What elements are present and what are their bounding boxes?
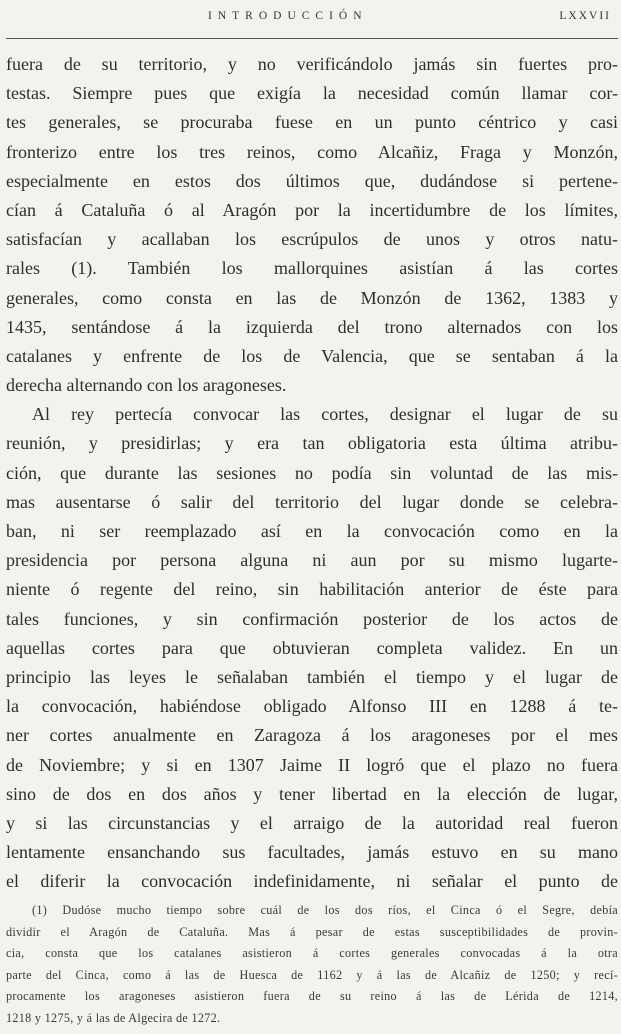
text-line: lentamente ensanchando sus facultades, jamás estuvo en su mano: [6, 842, 618, 863]
text-line: generales, como consta en las de Monzón de 1362, 1383 y: [6, 287, 618, 308]
text-line: ción, que durante las sesiones no podía sin voluntad de las mis-: [6, 462, 618, 483]
text-line: cían á Cataluña ó al Aragón por la incertidumbre de los límites,: [6, 199, 618, 220]
footnote-line: (1) Dudóse mucho tiempo sobre cuál de los dos ríos, el Cinca ó el Segre, debía: [32, 903, 618, 917]
text-line: la convocación, habiéndose obligado Alfonso III en 1288 á te-: [6, 696, 618, 717]
text-line: fuera de su territorio, y no verificándolo jamás sin fuertes pro-: [6, 54, 618, 74]
text-line: niente ó regente del reino, sin habilitación anterior de éste para: [6, 579, 618, 600]
text-line: tes generales, se procuraba fuese en un punto céntrico y casi: [6, 112, 618, 133]
footnote-line: procamente los aragoneses asistieron fuera de su reino á las de Lérida de 1214,: [6, 989, 618, 1003]
text-line: 1435, sentándose á la izquierda del trono alternados con los: [6, 316, 618, 337]
footnote-line: dividir el Aragón de Cataluña. Mas á pesar de estas susceptibilidades de provin-: [6, 924, 618, 939]
paragraph-end-line: derecha alternando con los aragoneses.: [6, 375, 287, 396]
text-line: catalanes y enfrente de los de Valencia, que se sentaban á la: [6, 345, 618, 366]
text-line: satisfacían y acallaban los escrúpulos de unos y otros natu-: [6, 229, 618, 250]
footnote-line: parte del Cinca, como á las de Huesca de 1162 y á las de Alcañiz de 1250; y recí-: [6, 967, 618, 982]
footnote-line: 1218 y 1275, y á las de Algecira de 1272.: [6, 1010, 221, 1025]
main-text: [6, 50, 618, 896]
text-line: aquellas cortes para que obtuvieran completa validez. En un: [6, 637, 618, 658]
text-line: tales funciones, y sin confirmación posterior de los actos de: [6, 608, 618, 629]
paragraph-start-line: Al rey pertecía convocar las cortes, designar el lugar de su: [32, 404, 618, 425]
text-line: reunión, y presidirlas; y era tan obligatoria esta última atribu-: [6, 433, 618, 454]
text-line: de Noviembre; y si en 1307 Jaime II logró que el plazo no fuera: [6, 754, 618, 775]
text-line: rales (1). También los mallorquines asistían á las cortes: [6, 258, 618, 279]
text-line: sino de dos en dos años y tener libertad en la elección de lugar,: [6, 783, 618, 804]
text-line: el diferir la convocación indefinidamente, ni señalar el punto de: [6, 871, 618, 892]
text-line: ner cortes anualmente en Zaragoza á los aragoneses por el mes: [6, 725, 618, 746]
footnote: [6, 900, 618, 1029]
text-line: fronterizo entre los tres reinos, como Alcañiz, Fraga y Monzón,: [6, 141, 618, 162]
footnote-line: cia, consta que los catalanes asistieron á cortes generales convocadas á la otra: [6, 946, 618, 960]
text-line: principio las leyes le señalaban también el tiempo y el lugar de: [6, 666, 618, 687]
running-header: [0, 6, 621, 30]
text-line: ban, ni ser reemplazado así en la convocación como en la: [6, 521, 618, 541]
running-title: INTRODUCCIÓN: [208, 10, 368, 22]
text-line: especialmente en estos dos últimos que, dudándose si pertene-: [6, 170, 618, 191]
header-rule: [6, 38, 618, 39]
text-line: presidencia por persona alguna ni aun por su mismo lugarte-: [6, 550, 618, 571]
text-line: testas. Siempre pues que exigía la necesidad común llamar cor-: [6, 83, 618, 104]
page-number: LXXVII: [559, 10, 611, 22]
text-line: mas ausentarse ó salir del territorio del lugar donde se celebra-: [6, 491, 618, 512]
text-line: y si las circunstancias y el arraigo de la autoridad real fueron: [6, 812, 618, 833]
